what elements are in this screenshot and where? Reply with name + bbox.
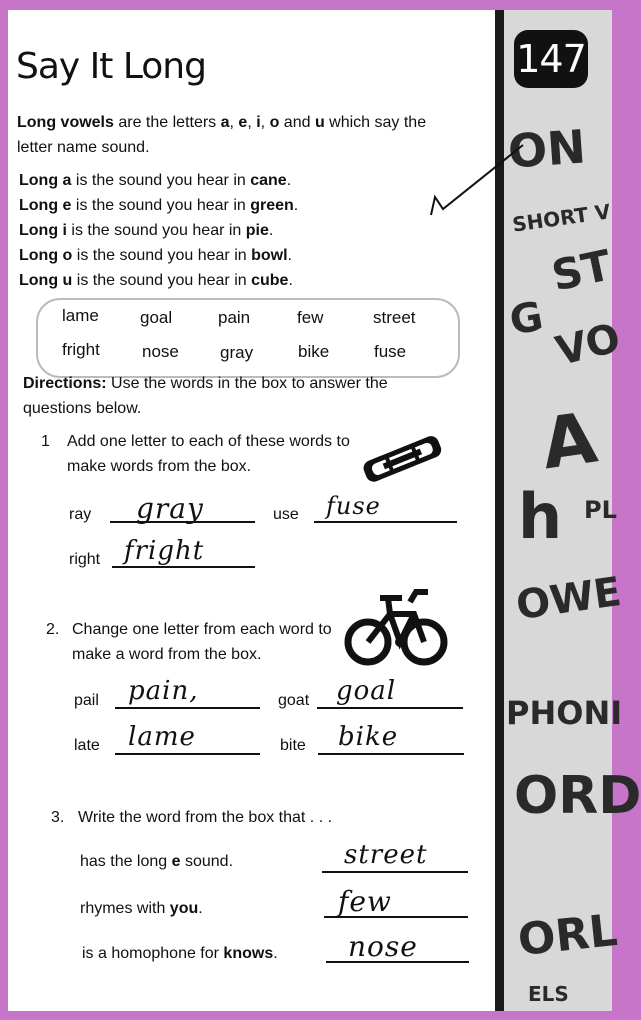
q2-prompt: late [74,737,100,754]
q1-prompt: ray [69,506,92,523]
box-word: gray [220,343,254,362]
cover-text: ELS [528,982,569,1006]
cover-text: ORL [515,904,620,967]
q2-prompt: bite [280,737,306,754]
q1-prompt: right [69,551,101,568]
q2-prompt: pail [74,692,99,709]
cover-text: G [506,293,547,345]
handwritten-answer[interactable]: street [344,840,428,870]
cover-text: OWE [513,568,625,630]
intro-bold: Long vowels [17,114,114,131]
answer-line [317,707,463,709]
cover-text: h [518,480,563,553]
q2-prompt: goat [278,692,310,709]
cover-text: SHORT V [510,199,612,237]
q3-number: 3. [51,809,65,826]
q1-prompt: use [273,506,299,523]
handwritten-answer[interactable]: goal [336,676,397,706]
handwritten-answer[interactable]: pain, [128,676,199,706]
box-word: nose [142,342,179,361]
box-word: street [373,308,416,327]
cover-text: ST [547,240,616,301]
answer-line [115,753,260,755]
box-word: goal [140,308,173,327]
answer-line [318,753,464,755]
q2-text-line1: Change one letter from each word to [72,621,332,638]
worksheet-page: 147 ON SHORT V ST G VO A h PL OWE PHONI ORD ORL ELS Say It Long Long vowels are the letters a, e, i, o and u which say the letter name sound. Long a is the sound you hear in cane. Long e is the sound you hear in green. Long i is the sound you hear in pie. Long o is the sound you hear in bowl. Long u is the sound you hear in cube. lame goal pain few street fright nose gray bike fuse Directions: Use the words in the box to answer the questions below. 1 Add one letter to each of these words to make words from the box. ray gray use fuse right fright 2. Change one letter from each word to make a word from the box. pail pain, goat goal late lame bite bike 3. Write the word from the box that . . . has the long e sound. street rhymes with you. few is a homophone for knows. nose [8,10,603,1011]
cover-text: PHONI [506,694,623,732]
answer-line [112,566,255,568]
box-word: few [297,308,324,327]
handwritten-answer[interactable]: nose [348,930,418,963]
q3-prompt: rhymes with you. [80,900,203,917]
handwritten-answer[interactable]: few [338,885,392,918]
q1-number: 1 [41,433,50,450]
handwritten-answer[interactable]: fright [124,536,205,566]
cover-text: PL [584,496,617,524]
handwritten-answer[interactable]: fuse [326,492,381,520]
q2-number: 2. [46,621,60,638]
answer-line [314,521,457,523]
page-number: 147 [514,30,588,88]
q2-text-line2: make a word from the box. [72,646,262,663]
handwritten-answer[interactable]: gray [136,492,204,525]
cover-text: VO [551,314,625,376]
cover-text: ON [506,119,588,179]
cover-text: ORD [514,766,641,826]
cover-text: A [536,396,602,486]
box-word: pain [218,308,251,327]
q1-text-line1: Add one letter to each of these words to [67,433,350,450]
answer-line [115,707,260,709]
handwritten-answer[interactable]: lame [128,722,196,752]
pen-mark [423,135,533,225]
page-title: Say It Long [16,46,206,87]
box-word: lame [62,306,99,325]
answer-line [322,871,468,873]
box-word: fuse [374,342,407,361]
q3-text-line1: Write the word from the box that . . . [78,809,333,826]
bicycle-image [344,584,448,668]
box-word: bike [298,342,330,361]
q1-text-line2: make words from the box. [67,458,252,475]
box-word: fright [62,340,100,359]
handwritten-answer[interactable]: bike [338,722,399,752]
q3-prompt: is a homophone for knows. [82,945,278,962]
pencil-sharpener-image [356,428,448,488]
q3-prompt: has the long e sound. [80,853,234,870]
